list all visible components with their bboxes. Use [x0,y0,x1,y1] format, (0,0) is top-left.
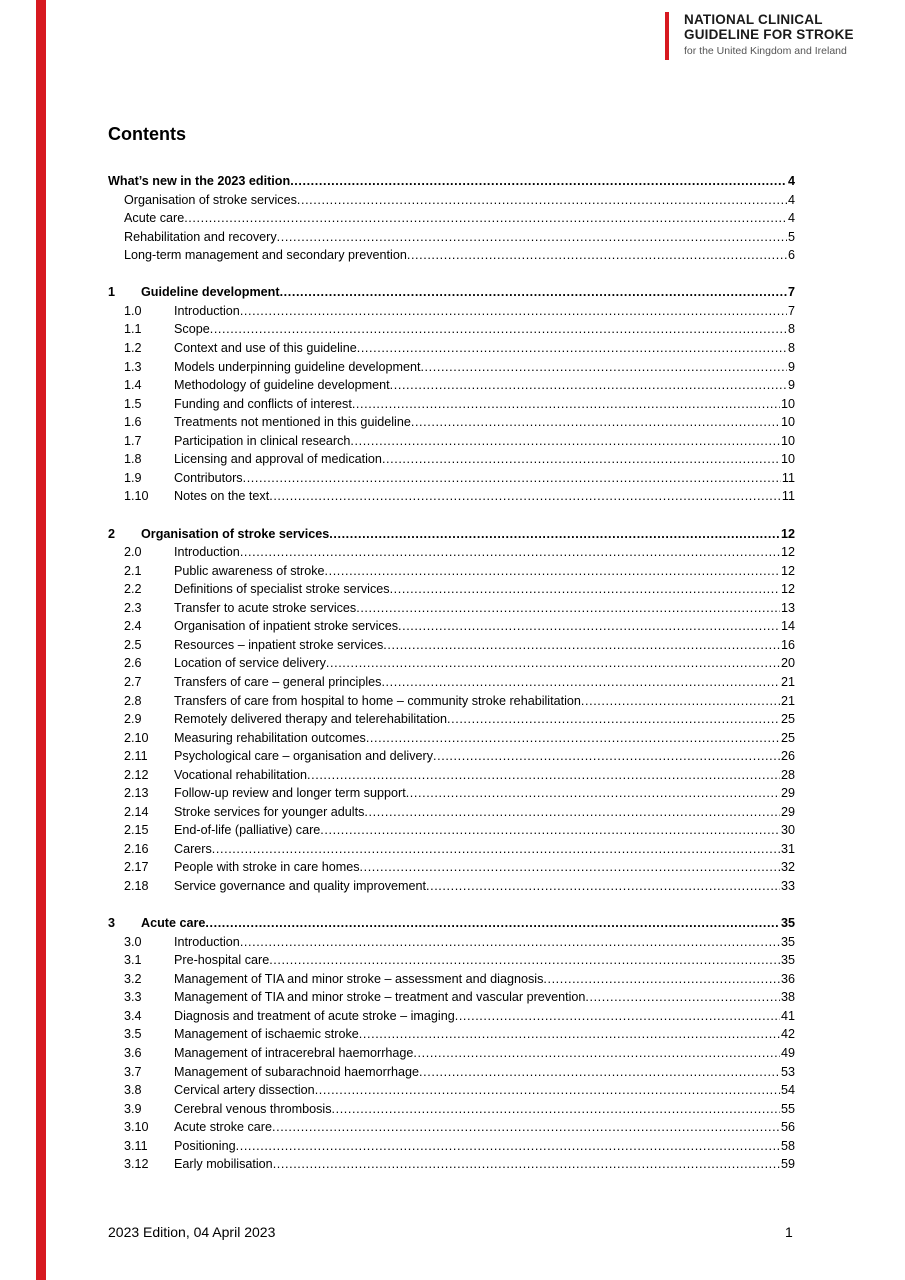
toc-entry-number: 2.15 [124,823,149,838]
toc-entry-title: Vocational rehabilitation [174,767,308,782]
toc-entry-number: 3.9 [124,1101,142,1116]
toc-dot-leader [356,599,780,617]
toc-section-entry[interactable] [108,525,795,543]
toc-entry[interactable] [124,1100,795,1118]
toc-entry-title: Funding and conflicts of interest [174,396,352,411]
toc-entry-number: 2.12 [124,767,149,782]
toc-entry-page: 11 [781,489,795,504]
toc-entry-title: Transfers of care – general principles [174,674,382,689]
toc-dot-leader [205,914,780,932]
toc-entry-page: 12 [780,526,795,541]
toc-entry-page: 21 [780,693,795,708]
toc-entry-page: 10 [780,433,795,448]
toc-entry[interactable] [124,246,795,264]
toc-entry-page: 35 [780,934,795,949]
toc-entry-page: 26 [780,749,795,764]
toc-entry[interactable] [124,747,795,765]
toc-entry-number: 1 [108,285,116,300]
toc-entry-page: 12 [780,582,795,597]
toc-entry-title: Definitions of specialist stroke services [174,582,390,597]
toc-entry-title: Organisation of inpatient stroke services [174,619,399,634]
toc-entry-page: 13 [780,600,795,615]
toc-entry-page: 55 [780,1101,795,1116]
toc-dot-leader [366,729,780,747]
toc-entry-page: 7 [787,303,795,318]
toc-dot-leader [357,339,787,357]
toc-entry[interactable] [124,376,795,394]
toc-entry-page: 16 [780,637,795,652]
toc-entry[interactable] [124,562,795,580]
toc-entry-page: 41 [780,1008,795,1023]
toc-entry-page: 59 [780,1157,795,1172]
toc-dot-leader [420,358,787,376]
toc-entry-number: 2.2 [124,582,142,597]
toc-entry[interactable] [124,951,795,969]
toc-entry[interactable] [124,358,795,376]
toc-dot-leader [350,432,780,450]
toc-entry-title: Long-term management and secondary prevention [124,248,407,263]
toc-entry-number: 2.1 [124,563,142,578]
toc-entry-page: 21 [780,674,795,689]
toc-entry[interactable] [124,228,795,246]
toc-dot-leader [315,1081,780,1099]
toc-entry-number: 1.10 [124,489,149,504]
toc-entry-page: 14 [780,619,795,634]
toc-entry[interactable] [124,858,795,876]
toc-entry-title: Introduction [174,303,240,318]
toc-entry[interactable] [124,543,795,561]
toc-entry[interactable] [124,432,795,450]
toc-entry-number: 3.4 [124,1008,142,1023]
toc-entry-number: 2 [108,526,116,541]
toc-entry-title: Rehabilitation and recovery [124,229,277,244]
toc-entry-title: Introduction [174,545,240,560]
toc-dot-leader [433,747,780,765]
toc-entry-number: 1.0 [124,303,142,318]
toc-dot-leader [326,654,780,672]
toc-entry-page: 10 [780,415,795,430]
toc-entry-page: 8 [787,341,795,355]
toc-entry-number: 3.1 [124,953,142,968]
toc-entry-title: Participation in clinical research [174,433,351,448]
toc-entry-title: Acute care [141,916,206,931]
toc-entry-title: Resources – inpatient stroke services [174,637,384,652]
toc-entry-title: Diagnosis and treatment of acute stroke – imaging [174,1008,455,1023]
toc-entry-number: 2.0 [124,545,142,560]
toc-entry-page: 33 [780,879,795,893]
toc-entry-number: 1.6 [124,415,142,430]
toc-entry-title: Cervical artery dissection [174,1083,315,1098]
toc-entry-number: 2.4 [124,619,142,634]
toc-dot-leader [240,543,780,561]
toc-dot-leader [406,784,780,802]
toc-dot-leader [447,710,780,728]
toc-dot-leader [320,821,780,839]
toc-dot-leader [290,172,787,190]
toc-entry[interactable] [124,320,795,338]
toc-entry-title: Cerebral venous thrombosis [174,1101,332,1116]
toc-entry[interactable] [124,803,795,821]
toc-entry[interactable] [124,1007,795,1025]
toc-entry-page: 35 [780,953,795,968]
toc-entry-title: Context and use of this guideline [174,341,357,355]
toc-entry-title: Organisation of stroke services [124,192,297,207]
toc-entry[interactable] [124,933,795,951]
toc-entry[interactable] [124,450,795,468]
toc-entry-number: 1.1 [124,322,142,337]
toc-entry-title: Follow-up review and longer term support [174,786,406,801]
toc-entry-number: 2.11 [124,749,148,764]
toc-entry[interactable] [124,766,795,784]
toc-entry-title: Positioning [174,1138,236,1153]
toc-entry-number: 2.5 [124,637,142,652]
toc-entry[interactable] [124,339,795,357]
toc-entry-title: Introduction [174,934,240,949]
toc-entry[interactable] [124,636,795,654]
toc-entry-page: 38 [780,990,795,1005]
toc-dot-leader [455,1007,780,1025]
toc-dot-leader [364,803,780,821]
toc-entry-number: 2.14 [124,804,149,819]
toc-entry-page: 56 [780,1120,795,1135]
toc-dot-leader [390,376,787,394]
toc-entry-title: Notes on the text [174,489,270,504]
toc-entry-number: 3.6 [124,1046,142,1060]
toc-entry-title: Methodology of guideline development [174,378,390,393]
toc-dot-leader [210,320,787,338]
toc-entry-page: 9 [787,359,795,374]
toc-entry-page: 35 [780,916,795,931]
toc-entry-page: 10 [780,396,795,411]
toc-entry-title: Psychological care – organisation and delivery [174,749,434,764]
toc-dot-leader [359,1025,780,1043]
toc-entry-number: 2.3 [124,600,142,615]
toc-dot-leader [411,413,780,431]
toc-entry-title: Transfer to acute stroke services [174,600,357,615]
toc-entry[interactable] [124,840,795,858]
toc-entry-number: 1.8 [124,452,142,467]
toc-dot-leader [273,1155,780,1173]
toc-entry[interactable] [124,209,795,227]
footer-page-number: 1 [785,1224,793,1240]
toc-entry-page: 53 [780,1064,795,1079]
toc-entry-page: 28 [780,767,795,782]
toc-dot-leader [269,487,781,505]
toc-entry-title: Location of service delivery [174,656,326,671]
toc-entry-page: 31 [780,841,795,856]
toc-section-entry[interactable] [108,914,795,932]
toc-entry-page: 7 [787,285,795,300]
toc-dot-leader [381,673,780,691]
toc-entry[interactable] [124,1025,795,1043]
toc-dot-leader [360,858,780,876]
toc-entry-title: Management of ischaemic stroke [174,1027,359,1042]
toc-entry[interactable] [124,692,795,710]
toc-entry[interactable] [124,988,795,1006]
toc-entry-page: 20 [780,656,795,671]
toc-entry-title: Acute stroke care [174,1120,272,1135]
toc-entry-page: 5 [787,229,795,244]
toc-entry-page: 54 [780,1083,795,1098]
toc-dot-leader [413,1044,780,1062]
toc-entry-number: 3.5 [124,1027,142,1042]
toc-entry-title: Carers [174,841,212,856]
toc-entry-number: 3.11 [124,1138,148,1153]
toc-dot-leader [307,766,780,784]
toc-section-entry[interactable] [108,283,795,301]
toc-entry-number: 2.9 [124,712,142,727]
toc-entry-page: 10 [780,452,795,467]
page-title: Contents [108,124,186,144]
toc-entry-page: 29 [780,786,795,801]
toc-entry-title: Service governance and quality improvement [174,879,427,893]
toc-dot-leader [240,302,787,320]
toc-entry-number: 3.0 [124,934,142,949]
toc-entry-number: 2.8 [124,693,142,708]
toc-entry-page: 36 [780,971,795,986]
toc-entry-page: 29 [780,804,795,819]
toc-dot-leader [280,283,787,301]
toc-entry[interactable] [124,821,795,839]
toc-dot-leader [352,395,780,413]
toc-entry-number: 2.10 [124,730,149,745]
toc-entry-number: 3.3 [124,990,142,1005]
toc-entry-page: 11 [781,470,795,485]
logo-line-3: for the United Kingdom and Ireland [684,45,847,57]
toc-dot-leader [419,1063,780,1081]
toc-entry-page: 30 [780,823,795,838]
toc-entry[interactable] [124,710,795,728]
toc-entry-page: 12 [780,545,795,560]
toc-dot-leader [325,562,780,580]
toc-dot-leader [383,636,780,654]
toc-entry-title: Contributors [174,470,243,485]
toc-entry-title: Transfers of care from hospital to home – community stroke rehabilitation [174,693,581,708]
toc-entry[interactable] [124,302,795,320]
toc-entry-title: Organisation of stroke services [141,526,330,541]
toc-dot-leader [240,933,780,951]
toc-dot-leader [585,988,780,1006]
toc-dot-leader [269,951,780,969]
toc-dot-leader [398,617,780,635]
toc-dot-leader [184,209,787,227]
toc-entry-number: 1.2 [124,341,142,355]
toc-entry-page: 8 [787,322,795,337]
toc-entry-title: Licensing and approval of medication [174,452,382,467]
toc-dot-leader [329,525,780,543]
toc-entry-number: 1.3 [124,359,142,374]
toc-entry-number: 1.7 [124,433,142,448]
toc-entry-number: 2.7 [124,674,142,689]
toc-entry-number: 2.6 [124,656,142,671]
toc-entry-number: 3.10 [124,1120,149,1135]
toc-entry[interactable] [124,1137,795,1155]
toc-entry-title: Remotely delivered therapy and telerehabilitation [174,712,448,727]
toc-entry[interactable] [124,191,795,209]
toc-entry-number: 3.7 [124,1064,142,1079]
toc-entry-page: 42 [780,1027,795,1042]
toc-entry[interactable] [124,877,795,895]
toc-entry-title: Measuring rehabilitation outcomes [174,730,366,745]
logo-line-2: GUIDELINE FOR STROKE [684,27,854,42]
footer-edition: 2023 Edition, 04 April 2023 [108,1224,276,1240]
toc-dot-leader [407,246,787,264]
toc-entry[interactable] [124,1063,795,1081]
toc-entry-title: Scope [174,322,210,337]
toc-entry-page: 4 [787,192,795,207]
toc-dot-leader [272,1118,780,1136]
toc-entry[interactable] [124,970,795,988]
toc-entry-page: 6 [787,248,795,263]
toc-dot-leader [382,450,780,468]
toc-entry-page: 49 [780,1046,795,1060]
toc-section-entry[interactable] [108,172,795,190]
toc-dot-leader [332,1100,780,1118]
toc-entry-number: 2.18 [124,879,149,893]
toc-entry[interactable] [124,1081,795,1099]
toc-entry-number: 2.16 [124,841,149,856]
toc-entry-page: 4 [787,174,795,188]
toc-entry-title: Guideline development [141,285,280,300]
toc-entry-title: End-of-life (palliative) care [174,823,321,838]
toc-entry-title: Early mobilisation [174,1157,273,1172]
toc-entry[interactable] [124,469,795,487]
toc-entry-number: 3 [108,916,116,931]
toc-entry[interactable] [124,617,795,635]
toc-entry[interactable] [124,413,795,431]
toc-entry-number: 3.8 [124,1083,142,1098]
toc-entry-title: Models underpinning guideline development [174,359,421,374]
toc-entry-title: Management of TIA and minor stroke – treatment and vascular prevention [174,990,586,1005]
toc-entry-title: Pre-hospital care [174,953,270,968]
toc-entry-number: 1.9 [124,470,142,485]
toc-entry-title: Management of TIA and minor stroke – assessment and diagnosis [174,971,544,986]
toc-entry-page: 32 [780,860,795,875]
toc-dot-leader [297,191,787,209]
toc-dot-leader [543,970,780,988]
toc-entry[interactable] [124,784,795,802]
toc-dot-leader [212,840,780,858]
toc-entry-title: Public awareness of stroke [174,563,325,578]
logo-line-1: NATIONAL CLINICAL [684,12,823,27]
toc-entry-number: 1.4 [124,378,142,393]
toc-dot-leader [277,228,787,246]
toc-entry-number: 3.2 [124,971,142,986]
toc-entry-number: 1.5 [124,396,142,411]
toc-entry-title: Stroke services for younger adults [174,804,365,819]
toc-entry-title: Acute care [124,211,185,226]
toc-dot-leader [581,692,780,710]
toc-entry-title: People with stroke in care homes [174,860,360,875]
toc-entry[interactable] [124,487,795,505]
toc-entry[interactable] [124,1118,795,1136]
toc-entry-page: 25 [780,712,795,727]
toc-dot-leader [236,1137,780,1155]
toc-entry-title: What’s new in the 2023 edition [108,174,291,188]
toc-entry[interactable] [124,1044,795,1062]
toc-entry[interactable] [124,395,795,413]
toc-entry-page: 25 [780,730,795,745]
toc-entry-page: 4 [787,211,795,226]
toc-entry[interactable] [124,729,795,747]
toc-entry-number: 3.12 [124,1157,149,1172]
toc-dot-leader [426,877,780,895]
toc-entry[interactable] [124,673,795,691]
toc-entry[interactable] [124,1155,795,1173]
toc-entry[interactable] [124,654,795,672]
toc-entry-page: 9 [787,378,795,393]
toc-entry-title: Treatments not mentioned in this guideline [174,415,411,430]
toc-entry-title: Management of intracerebral haemorrhage [174,1046,414,1060]
toc-entry-number: 2.17 [124,860,149,875]
toc-entry-page: 12 [780,563,795,578]
toc-entry-page: 58 [780,1138,795,1153]
toc-entry[interactable] [124,599,795,617]
toc-dot-leader [243,469,781,487]
toc-entry-number: 2.13 [124,786,149,801]
toc-entry[interactable] [124,580,795,598]
toc-dot-leader [390,580,780,598]
toc-entry-title: Management of subarachnoid haemorrhage [174,1064,420,1079]
